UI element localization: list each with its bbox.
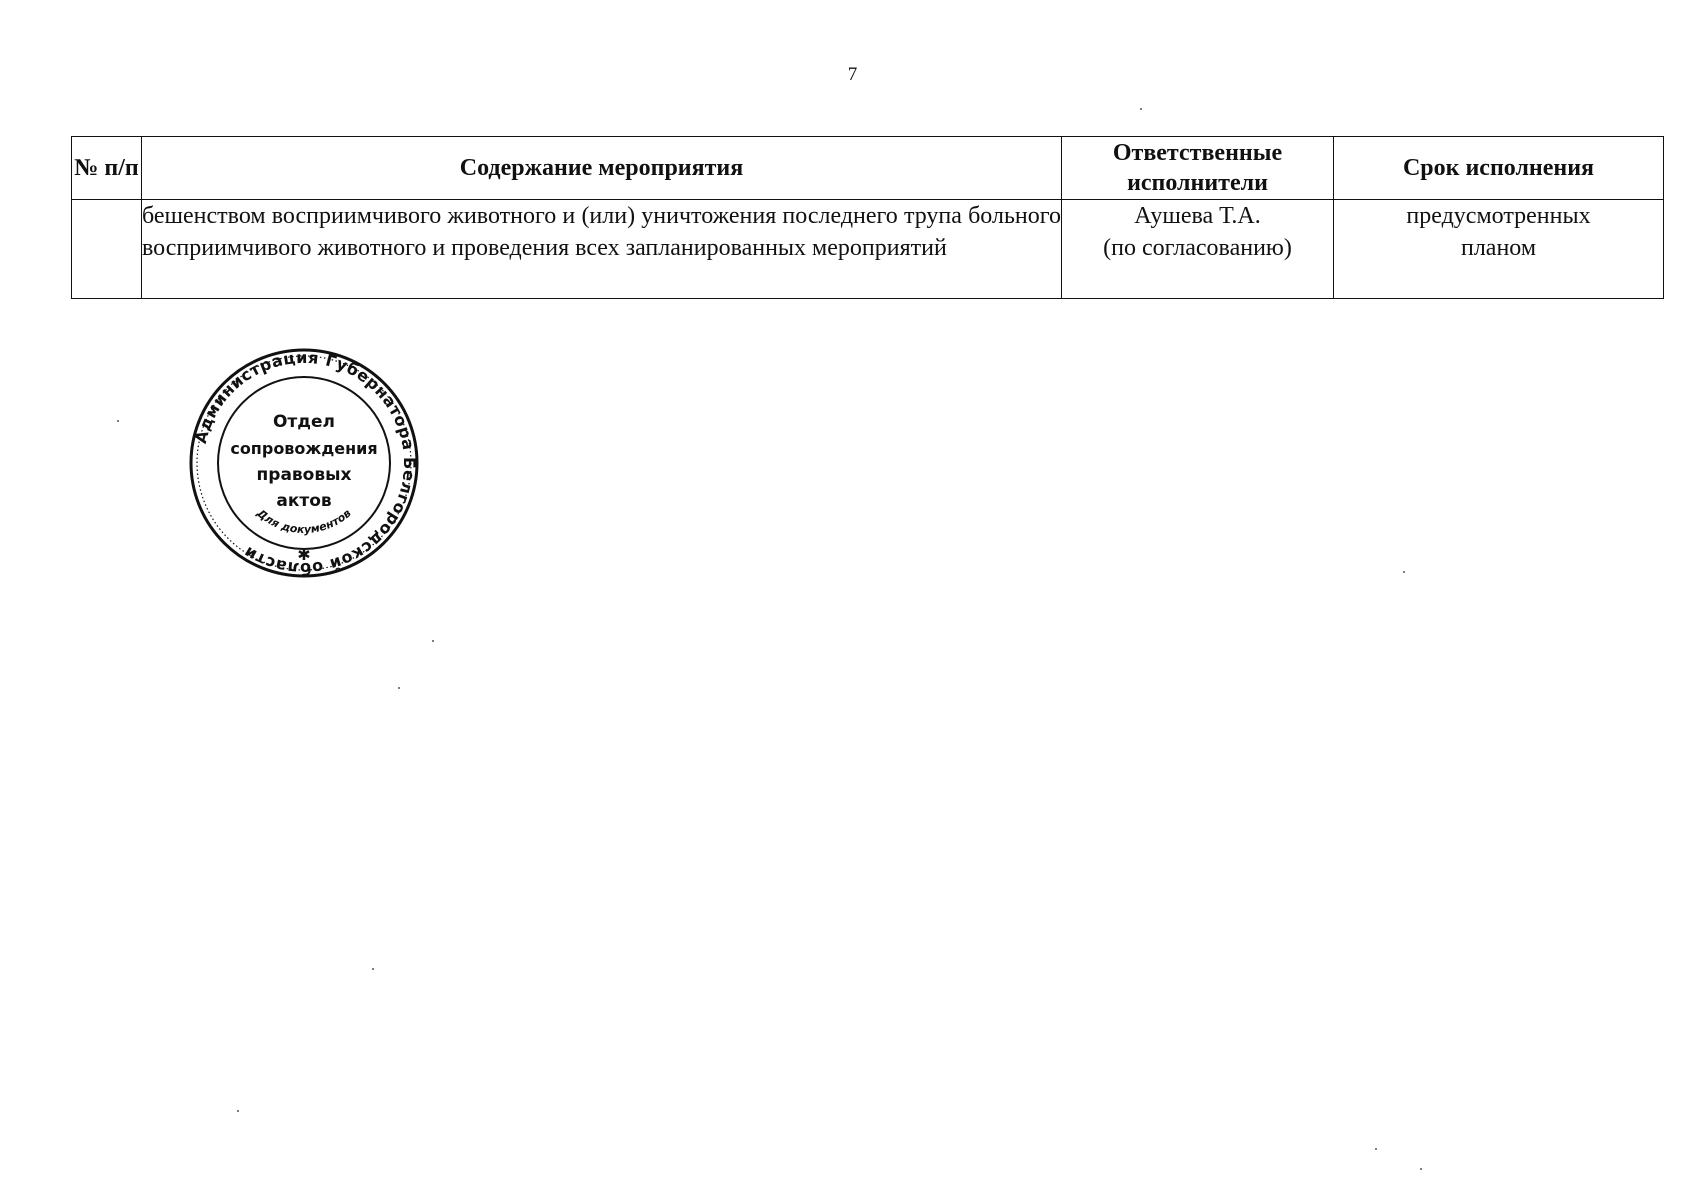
stamp-star-icon: ✱ — [297, 545, 311, 564]
table-row — [72, 200, 1664, 299]
responsible-name: Аушева Т.А. — [1134, 203, 1261, 229]
responsible-note: (по согласованию) — [1103, 235, 1292, 261]
deadline-line-1: предусмотренных — [1406, 203, 1591, 229]
header-number: № п/п — [72, 137, 142, 200]
scan-speck — [1420, 1168, 1422, 1170]
scan-speck — [1375, 1148, 1377, 1150]
scan-speck — [432, 640, 434, 642]
scan-speck — [237, 1110, 239, 1112]
scan-speck — [1403, 571, 1405, 573]
table-header-row — [72, 137, 1664, 200]
scan-speck — [117, 420, 119, 422]
header-responsible: Ответственные исполнители — [1062, 137, 1334, 200]
header-deadline: Срок исполнения — [1334, 137, 1664, 200]
cell-number — [72, 200, 142, 299]
stamp-bottom-text: Для документов — [254, 506, 354, 537]
official-stamp — [187, 346, 421, 580]
stamp-center-line-3: правовых — [256, 465, 352, 485]
header-content: Содержание мероприятия — [142, 137, 1062, 200]
page-number: 7 — [847, 64, 858, 85]
scan-speck — [1140, 108, 1142, 110]
deadline-line-2: планом — [1460, 235, 1537, 261]
stamp-outer-text: Администрация Губернатора Белгородской области — [191, 347, 420, 579]
cell-responsible — [1062, 200, 1334, 299]
stamp-center-line-4: актов — [276, 491, 332, 511]
stamp-center-line-2: сопровождения — [230, 439, 378, 458]
cell-deadline — [1334, 200, 1664, 299]
stamp-center-line-1: Отдел — [272, 412, 336, 432]
scan-speck — [372, 968, 374, 970]
cell-content: бешенством восприимчивого животного и (или) уничтожения последнего трупа больного восприимчивого животного и проведения всех запланированных мероприятий — [142, 200, 1062, 299]
activities-table — [71, 136, 1664, 299]
scan-speck — [398, 687, 400, 689]
